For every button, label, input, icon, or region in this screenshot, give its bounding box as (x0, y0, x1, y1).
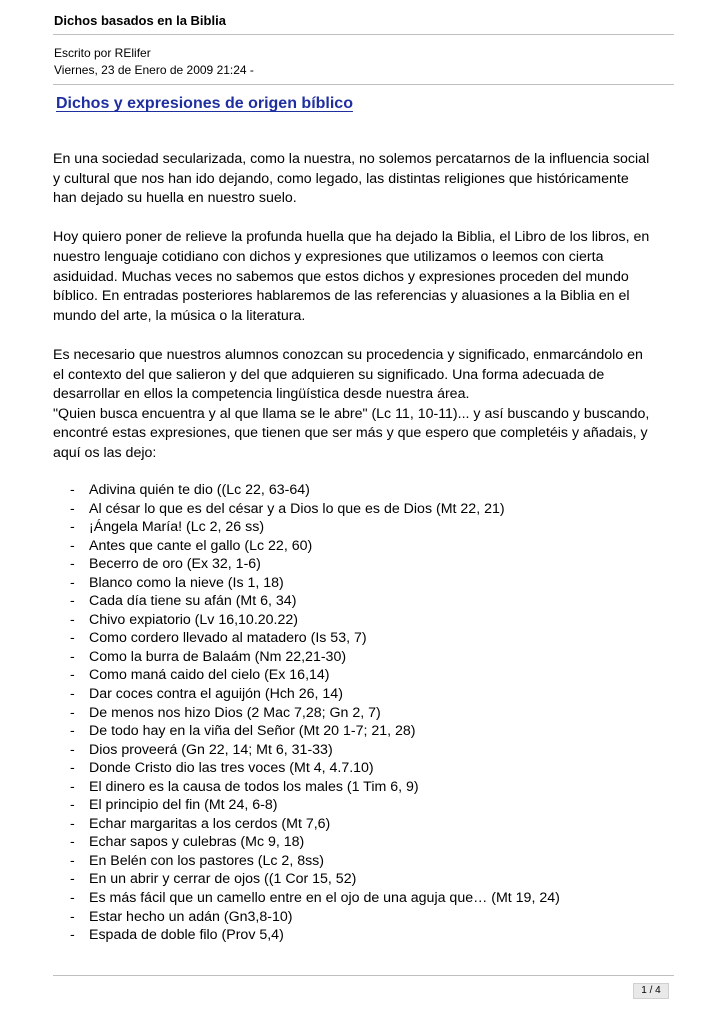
list-bullet-dash: - (70, 778, 75, 795)
list-bullet-dash: - (70, 556, 75, 573)
list-bullet-dash: - (70, 667, 75, 684)
list-bullet-dash: - (70, 890, 75, 907)
list-bullet-dash: - (70, 537, 75, 554)
list-item-text: De todo hay en la viña del Señor (Mt 20 1-7; 21, 28) (89, 723, 416, 740)
list-bullet-dash: - (70, 519, 75, 536)
list-item (70, 574, 560, 593)
list-item-text: Al césar lo que es del césar y a Dios lo que es de Dios (Mt 22, 21) (89, 500, 505, 517)
list-bullet-dash: - (70, 815, 75, 832)
dichos-list (70, 481, 560, 945)
list-item (70, 537, 560, 556)
list-item (70, 741, 560, 760)
text-line: han dejado su huella en nuestro suelo. (53, 190, 297, 207)
list-item-text: Es más fácil que un camello entre en el ojo de una aguja que… (Mt 19, 24) (89, 890, 560, 907)
footer-divider (53, 975, 674, 976)
list-bullet-dash: - (70, 611, 75, 628)
list-item-text: En un abrir y cerrar de ojos ((1 Cor 15, 52) (89, 871, 357, 888)
list-item (70, 629, 560, 648)
list-item (70, 666, 560, 685)
list-item (70, 704, 560, 723)
list-item (70, 481, 560, 500)
list-item-text: Dios proveerá (Gn 22, 14; Mt 6, 31-33) (89, 741, 333, 758)
list-item-text: ¡Ángela María! (Lc 2, 26 ss) (89, 519, 265, 536)
list-item-text: El principio del fin (Mt 24, 6-8) (89, 797, 278, 814)
list-item (70, 833, 560, 852)
list-bullet-dash: - (70, 760, 75, 777)
list-bullet-dash: - (70, 908, 75, 925)
list-item (70, 500, 560, 519)
paragraph-intro (53, 150, 677, 209)
text-line: Es necesario que nuestros alumnos conozcan su procedencia y significado, enmarcándolo en (53, 346, 643, 363)
list-item-text: En Belén con los pastores (Lc 2, 8ss) (89, 852, 325, 869)
list-bullet-dash: - (70, 741, 75, 758)
list-item (70, 778, 560, 797)
list-item-text: Espada de doble filo (Prov 5,4) (89, 927, 284, 944)
paragraph-students (53, 346, 677, 464)
text-line: "Quien busca encuentra y al que llama se le abre" (Lc 11, 10-11)... y así buscando y buscando, (53, 405, 650, 422)
author-line: Escrito por RElifer (54, 46, 151, 60)
list-bullet-dash: - (70, 871, 75, 888)
date-line: Viernes, 23 de Enero de 2009 21:24 - (54, 63, 254, 77)
list-item (70, 592, 560, 611)
page-number-badge: 1 / 4 (633, 983, 669, 999)
text-line: mundo del arte, la música o la literatura. (53, 307, 306, 324)
list-item (70, 555, 560, 574)
list-item-text: Echar margaritas a los cerdos (Mt 7,6) (89, 815, 331, 832)
list-bullet-dash: - (70, 630, 75, 647)
header-divider-top (53, 34, 674, 35)
list-item-text: De menos nos hizo Dios (2 Mac 7,28; Gn 2, 7) (89, 704, 381, 721)
list-bullet-dash: - (70, 648, 75, 665)
list-item (70, 611, 560, 630)
article-body (53, 150, 677, 483)
list-item-text: Como cordero llevado al matadero (Is 53, 7) (89, 630, 367, 647)
paragraph-bible-influence (53, 228, 677, 326)
list-item-text: Donde Cristo dio las tres voces (Mt 4, 4.7.10) (89, 760, 374, 777)
list-item (70, 889, 560, 908)
list-bullet-dash: - (70, 927, 75, 944)
list-item-text: Blanco como la nieve (Is 1, 18) (89, 574, 284, 591)
list-item-text: Como maná caido del cielo (Ex 16,14) (89, 667, 330, 684)
list-item-text: Chivo expiatorio (Lv 16,10.20.22) (89, 611, 298, 628)
list-bullet-dash: - (70, 704, 75, 721)
text-line: bíblico. En entradas posteriores hablaremos de las referencias y aluasiones a la Biblia en el (53, 288, 630, 305)
list-bullet-dash: - (70, 482, 75, 498)
list-item (70, 518, 560, 537)
text-line: nuestro lenguaje cotidiano con dichos y expresiones que utilizamos o leemos con cierta (53, 248, 604, 265)
list-item (70, 685, 560, 704)
list-bullet-dash: - (70, 723, 75, 740)
site-title: Dichos basados en la Biblia (54, 13, 226, 28)
list-item-text: Antes que cante el gallo (Lc 22, 60) (89, 537, 313, 554)
list-item (70, 722, 560, 741)
list-item-text: Adivina quién te dio ((Lc 22, 63-64) (89, 482, 310, 498)
list-item (70, 759, 560, 778)
list-bullet-dash: - (70, 593, 75, 610)
text-line: y cultural que nos han ido dejando, como legado, las distintas religiones que históricamente (53, 170, 629, 187)
text-line: Hoy quiero poner de relieve la profunda huella que ha dejado la Biblia, el Libro de los libros, en (53, 229, 650, 246)
list-bullet-dash: - (70, 574, 75, 591)
list-item-text: Becerro de oro (Ex 32, 1-6) (89, 556, 261, 573)
text-line: encontré estas expresiones, que tienen que ser más y que espero que completéis y añadais, y (53, 425, 648, 442)
list-item-text: Dar coces contra el aguijón (Hch 26, 14) (89, 686, 343, 703)
list-item-text: El dinero es la causa de todos los males (1 Tim 6, 9) (89, 778, 419, 795)
list-bullet-dash: - (70, 834, 75, 851)
list-item (70, 926, 560, 945)
list-item-text: Echar sapos y culebras (Mc 9, 18) (89, 834, 305, 851)
article-title-link[interactable]: Dichos y expresiones de origen bíblico (56, 95, 353, 112)
list-bullet-dash: - (70, 500, 75, 517)
list-item (70, 796, 560, 815)
list-bullet-dash: - (70, 852, 75, 869)
list-item (70, 648, 560, 667)
list-bullet-dash: - (70, 797, 75, 814)
text-line: En una sociedad secularizada, como la nuestra, no solemos percatarnos de la influencia social (53, 151, 650, 167)
list-item (70, 815, 560, 834)
list-bullet-dash: - (70, 686, 75, 703)
list-item-text: Cada día tiene su afán (Mt 6, 34) (89, 593, 297, 610)
list-item (70, 852, 560, 871)
list-item-text: Como la burra de Balaám (Nm 22,21-30) (89, 648, 347, 665)
header-divider-bottom (53, 84, 674, 85)
list-item (70, 870, 560, 889)
text-line: desarrollar en ellos la competencia lingüística desde nuestra área. (53, 386, 470, 403)
text-line: asiduidad. Muchas veces no sabemos que estos dichos y expresiones proceden del mundo (53, 268, 629, 285)
list-item-text: Estar hecho un adán (Gn3,8-10) (89, 908, 293, 925)
text-line: el contexto del que salieron y del que adquieren su significado. Una forma adecuada de (53, 366, 605, 383)
text-line: aquí os las dejo: (53, 444, 157, 461)
article-meta (54, 45, 254, 79)
list-item (70, 908, 560, 927)
